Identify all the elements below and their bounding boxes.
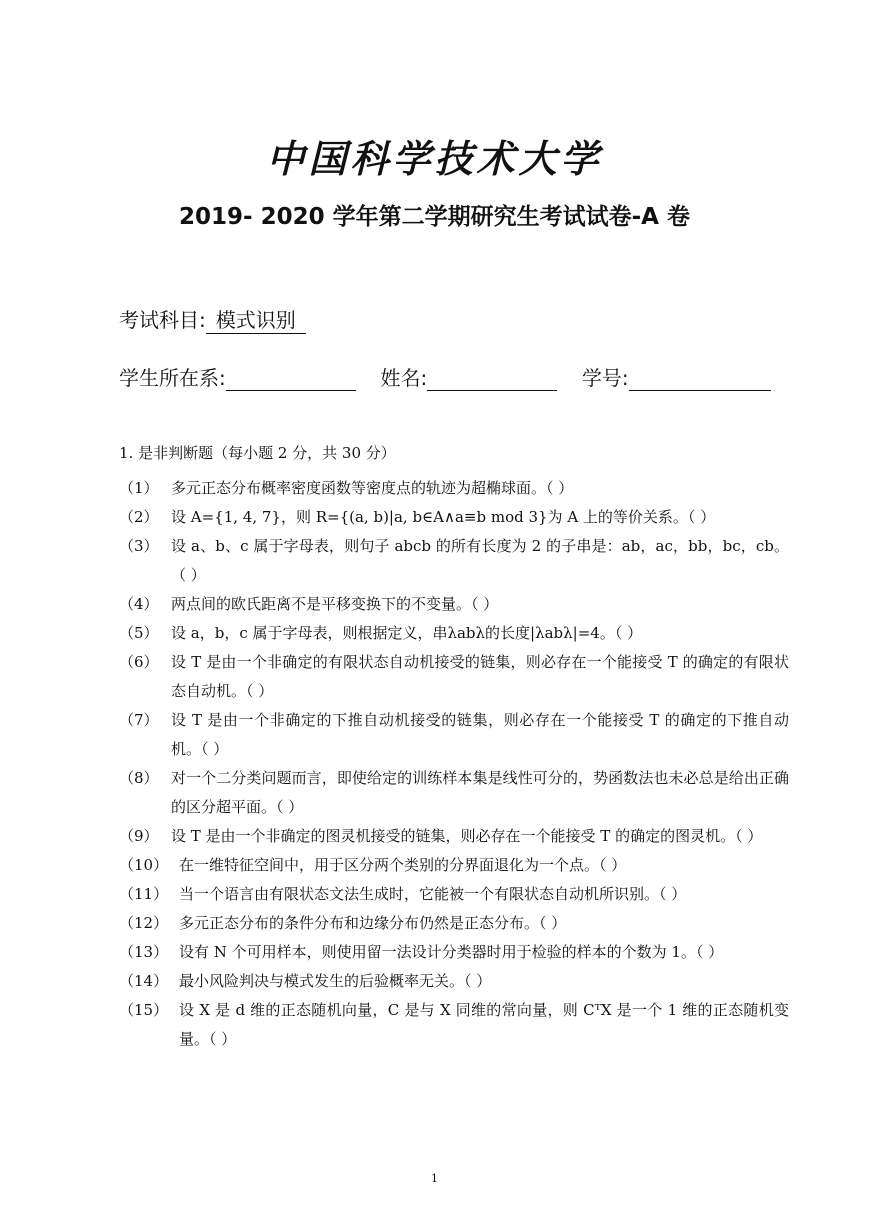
section-heading: 1. 是非判断题（每小题 2 分，共 30 分） (119, 444, 396, 462)
exam-title: 2019- 2020 学年第二学期研究生考试试卷-A 卷 (179, 204, 690, 230)
question-number: （11） (119, 885, 169, 903)
question-number: （3） (119, 537, 159, 555)
question-number: （2） (119, 508, 159, 526)
question-item (119, 474, 789, 503)
question-list (119, 474, 789, 1054)
question-item (119, 503, 789, 532)
question-number: （9） (119, 827, 159, 845)
question-number: （15） (119, 1001, 169, 1019)
question-number: （6） (119, 653, 159, 671)
question-item (119, 648, 789, 706)
page-number: 1 (431, 1172, 438, 1185)
question-number: （14） (119, 972, 169, 990)
subject-label: 考试科目: (119, 308, 206, 332)
university-logo-text: 中国科学技术大学 (266, 136, 603, 181)
question-text: 多元正态分布概率密度函数等密度点的轨迹为超椭球面。（ ） (171, 479, 574, 497)
question-text: 设 A={1, 4, 7}，则 R={(a, b)|a, b∈A∧a≡b mod 3}为 A 上的等价关系。（ ） (171, 508, 716, 526)
question-number: （13） (119, 943, 169, 961)
question-text: 两点间的欧氏距离不是平移变换下的不变量。（ ） (171, 595, 499, 613)
name-blank (427, 368, 557, 391)
question-item (119, 619, 789, 648)
question-text: 在一维特征空间中，用于区分两个类别的分界面退化为一个点。（ ） (179, 856, 627, 874)
question-number: （5） (119, 624, 159, 642)
question-text: 设 a、b、c 属于字母表，则句子 abcb 的所有长度为 2 的子串是：ab，ac，bb，bc，cb。（ ） (171, 537, 789, 584)
question-text: 设 T 是由一个非确定的下推自动机接受的链集，则必存在一个能接受 T 的确定的下推自动机。（ ） (171, 711, 789, 758)
question-item (119, 532, 789, 590)
question-number: （1） (119, 479, 159, 497)
question-text: 设有 N 个可用样本，则使用留一法设计分类器时用于检验的样本的个数为 1。（ ） (179, 943, 724, 961)
question-item (119, 938, 789, 967)
question-number: （7） (119, 711, 159, 729)
question-item (119, 706, 789, 764)
question-item (119, 909, 789, 938)
question-text: 设 T 是由一个非确定的有限状态自动机接受的链集，则必存在一个能接受 T 的确定的有限状态自动机。（ ） (171, 653, 789, 700)
name-label: 姓名: (380, 366, 428, 390)
subject-value: 模式识别 (206, 304, 306, 334)
student-id-blank (629, 368, 771, 391)
department-blank (226, 368, 356, 391)
question-number: （12） (119, 914, 169, 932)
question-text: 对一个二分类问题而言，即使给定的训练样本集是线性可分的，势函数法也未必总是给出正确的区分超平面。（ ） (171, 769, 789, 816)
subject-row (119, 304, 306, 334)
department-label: 学生所在系: (119, 366, 226, 390)
student-id-label: 学号: (581, 366, 629, 390)
question-item (119, 880, 789, 909)
question-item (119, 851, 789, 880)
question-item (119, 590, 789, 619)
question-text: 最小风险判决与模式发生的后验概率无关。（ ） (179, 972, 492, 990)
question-number: （8） (119, 769, 159, 787)
question-text: 设 T 是由一个非确定的图灵机接受的链集，则必存在一个能接受 T 的确定的图灵机。（ ） (171, 827, 763, 845)
question-number: （10） (119, 856, 169, 874)
question-item (119, 996, 789, 1054)
question-text: 设 X 是 d 维的正态随机向量，C 是与 X 同维的常向量，则 CᵀX 是一个 1 维的正态随机变量。（ ） (179, 1001, 789, 1048)
question-item (119, 764, 789, 822)
question-text: 当一个语言由有限状态文法生成时，它能被一个有限状态自动机所识别。（ ） (179, 885, 687, 903)
question-number: （4） (119, 595, 159, 613)
question-text: 多元正态分布的条件分布和边缘分布仍然是正态分布。（ ） (179, 914, 567, 932)
question-item (119, 967, 789, 996)
question-text: 设 a，b，c 属于字母表，则根据定义，串λabλ的长度|λabλ|=4。（ ） (171, 624, 643, 642)
student-info-row (119, 362, 771, 391)
question-item (119, 822, 789, 851)
